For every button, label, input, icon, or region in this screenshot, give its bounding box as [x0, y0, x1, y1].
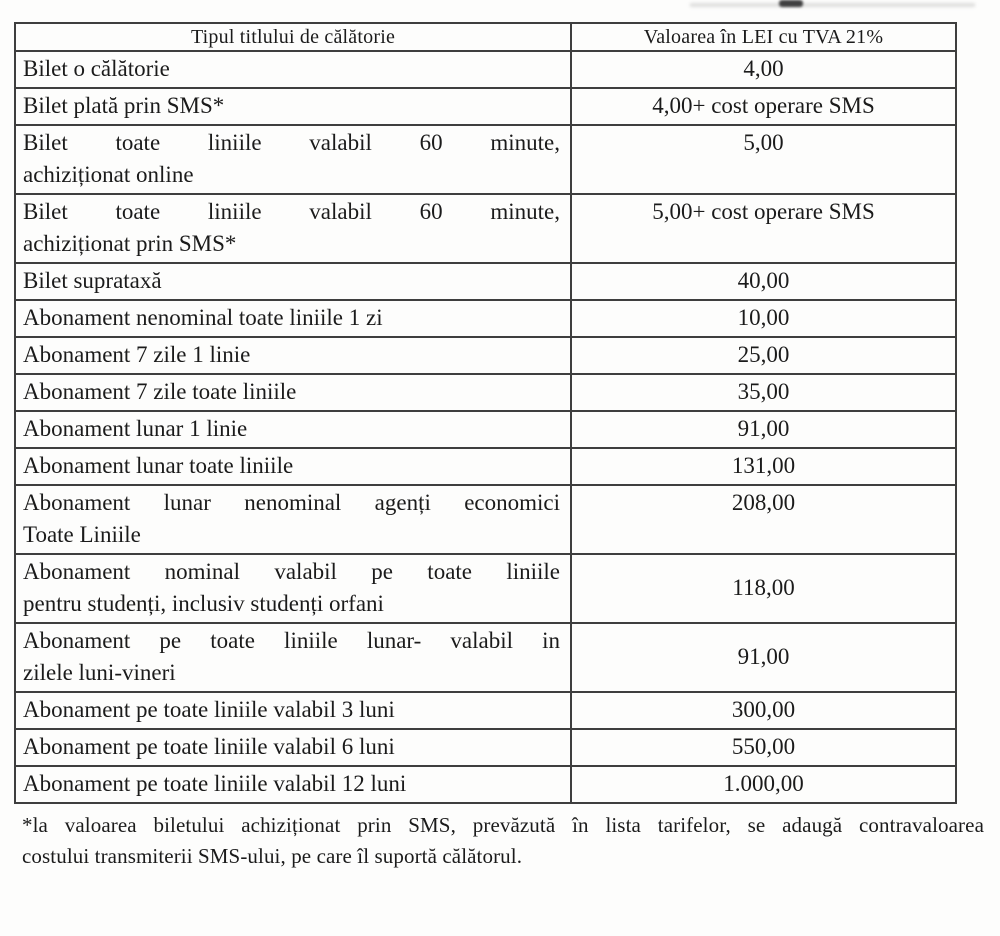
ticket-value-cell: 25,00	[571, 337, 956, 374]
ticket-type-line: Bilet toate liniile valabil 60 minute,	[23, 130, 560, 155]
ticket-type-line: Abonament 7 zile toate liniile	[23, 379, 297, 404]
ticket-value-cell: 10,00	[571, 300, 956, 337]
ticket-type-line: Toate Liniile	[23, 522, 141, 547]
ticket-value-cell: 1.000,00	[571, 766, 956, 803]
table-row	[15, 88, 956, 125]
ticket-type-cell	[15, 729, 571, 766]
ticket-value-cell: 91,00	[571, 411, 956, 448]
ticket-value-cell: 550,00	[571, 729, 956, 766]
ticket-type-line: Bilet o călătorie	[23, 56, 170, 81]
ticket-type-line: Abonament lunar 1 linie	[23, 416, 248, 441]
ticket-type-line: Abonament nominal valabil pe toate liniile	[23, 559, 560, 584]
ticket-type-line: Bilet suprataxă	[23, 268, 162, 293]
ticket-type-line: Abonament lunar nenominal agenți economici	[23, 490, 560, 515]
table-row	[15, 448, 956, 485]
table-body	[15, 51, 956, 803]
ticket-value-cell: 131,00	[571, 448, 956, 485]
ticket-type-cell	[15, 88, 571, 125]
ticket-value-cell: 4,00+ cost operare SMS	[571, 88, 956, 125]
ticket-type-line: Abonament pe toate liniile valabil 3 luni	[23, 697, 395, 722]
ticket-type-cell	[15, 51, 571, 88]
ticket-type-line: Abonament pe toate liniile lunar- valabil in	[23, 628, 560, 653]
table-row	[15, 263, 956, 300]
footnote-line: costului transmiterii SMS-ului, pe care îl suportă călătorul.	[22, 844, 523, 868]
ticket-value-cell: 40,00	[571, 263, 956, 300]
footnote	[22, 810, 984, 872]
ticket-type-cell	[15, 623, 571, 692]
ticket-value-cell: 5,00	[571, 125, 956, 194]
ticket-value-cell: 208,00	[571, 485, 956, 554]
ticket-value-cell: 91,00	[571, 623, 956, 692]
ticket-type-cell	[15, 448, 571, 485]
ticket-type-cell	[15, 125, 571, 194]
table-row	[15, 51, 956, 88]
table-row	[15, 194, 956, 263]
table-header-row	[15, 23, 956, 51]
tariff-table	[14, 22, 957, 804]
ticket-type-cell	[15, 194, 571, 263]
table-row	[15, 692, 956, 729]
table-row	[15, 374, 956, 411]
table-row	[15, 300, 956, 337]
table-row	[15, 623, 956, 692]
footnote-line: *la valoarea biletului achiziționat prin SMS, prevăzută în lista tarifelor, se adaugă contravaloarea	[22, 813, 984, 837]
ticket-type-cell	[15, 554, 571, 623]
ticket-type-line: Abonament pe toate liniile valabil 12 luni	[23, 771, 407, 796]
table-row	[15, 125, 956, 194]
ticket-value-cell: 5,00+ cost operare SMS	[571, 194, 956, 263]
table-row	[15, 554, 956, 623]
ticket-type-line: zilele luni-vineri	[23, 660, 176, 685]
ticket-type-line: Abonament pe toate liniile valabil 6 luni	[23, 734, 395, 759]
ticket-type-cell	[15, 411, 571, 448]
table-row	[15, 729, 956, 766]
ticket-type-line: Bilet toate liniile valabil 60 minute,	[23, 199, 560, 224]
ticket-value-cell: 118,00	[571, 554, 956, 623]
ticket-type-line: Bilet plată prin SMS*	[23, 93, 225, 118]
ticket-type-cell	[15, 692, 571, 729]
table-row	[15, 485, 956, 554]
table-row	[15, 337, 956, 374]
ticket-type-cell	[15, 337, 571, 374]
ticket-type-cell	[15, 263, 571, 300]
ticket-value-cell: 4,00	[571, 51, 956, 88]
ticket-type-cell	[15, 485, 571, 554]
ticket-value-cell: 300,00	[571, 692, 956, 729]
table-row	[15, 766, 956, 803]
table-row	[15, 411, 956, 448]
ticket-type-cell	[15, 374, 571, 411]
column-header-ticket-type: Tipul titlului de călătorie	[15, 23, 571, 51]
ticket-type-line: achiziționat online	[23, 162, 194, 187]
ticket-value-cell: 35,00	[571, 374, 956, 411]
ticket-type-line: achiziționat prin SMS*	[23, 231, 237, 256]
ticket-type-line: Abonament 7 zile 1 linie	[23, 342, 251, 367]
ticket-type-cell	[15, 300, 571, 337]
ticket-type-line: pentru studenți, inclusiv studenți orfani	[23, 591, 384, 616]
ticket-type-line: Abonament nenominal toate liniile 1 zi	[23, 305, 383, 330]
ticket-type-cell	[15, 766, 571, 803]
ticket-type-line: Abonament lunar toate liniile	[23, 453, 294, 478]
column-header-value: Valoarea în LEI cu TVA 21%	[571, 23, 956, 51]
scan-artifact	[690, 3, 975, 7]
